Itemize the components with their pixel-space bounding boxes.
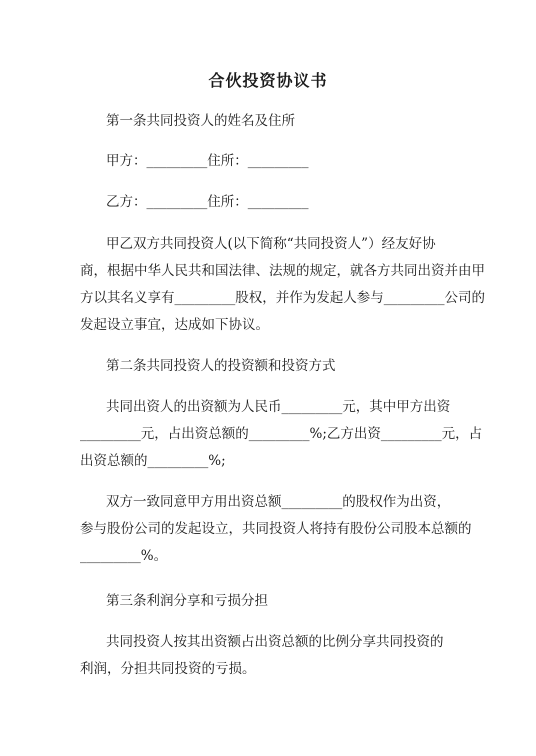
paragraph-line: 发起设立事宜，达成如下协议。: [80, 317, 269, 333]
party-b-line: 乙方：_________住所：_________: [106, 194, 309, 210]
party-a-line: 甲方：_________住所：_________: [106, 153, 309, 169]
paragraph-line: 利润，分担共同投资的亏损。: [80, 661, 256, 677]
paragraph-line: 甲乙双方共同投资人(以下简称“共同投资人”）经友好协: [106, 236, 436, 252]
paragraph-line: 双方一致同意甲方用出资总额_________的股权作为出资，: [106, 494, 451, 510]
paragraph-line: 出资总额的_________%;: [80, 453, 226, 469]
paragraph-line: 参与股份公司的发起设立，共同投资人将持有股份公司股本总额的: [80, 521, 472, 537]
paragraph-line: 方以其名义享有_________股权，并作为发起人参与_________公司的: [80, 290, 485, 306]
paragraph-line: 商，根据中华人民共和国法律、法规的规定，就各方共同出资并由甲: [80, 263, 485, 279]
article-1-heading: 第一条共同投资人的姓名及住所: [106, 113, 295, 129]
paragraph-line: _________%。: [80, 548, 168, 564]
paragraph-line: 共同出资人的出资额为人民币_________元，其中甲方出资: [106, 399, 451, 415]
paragraph-line: 共同投资人按其出资额占出资总额的比例分享共同投资的: [106, 634, 444, 650]
article-2-heading: 第二条共同投资人的投资额和投资方式: [106, 358, 336, 374]
document-title: 合伙投资协议书: [208, 71, 328, 90]
paragraph-line: _________元，占出资总额的_________%;乙方出资_________元，占: [80, 426, 483, 442]
article-3-heading: 第三条利润分享和亏损分担: [106, 593, 268, 609]
